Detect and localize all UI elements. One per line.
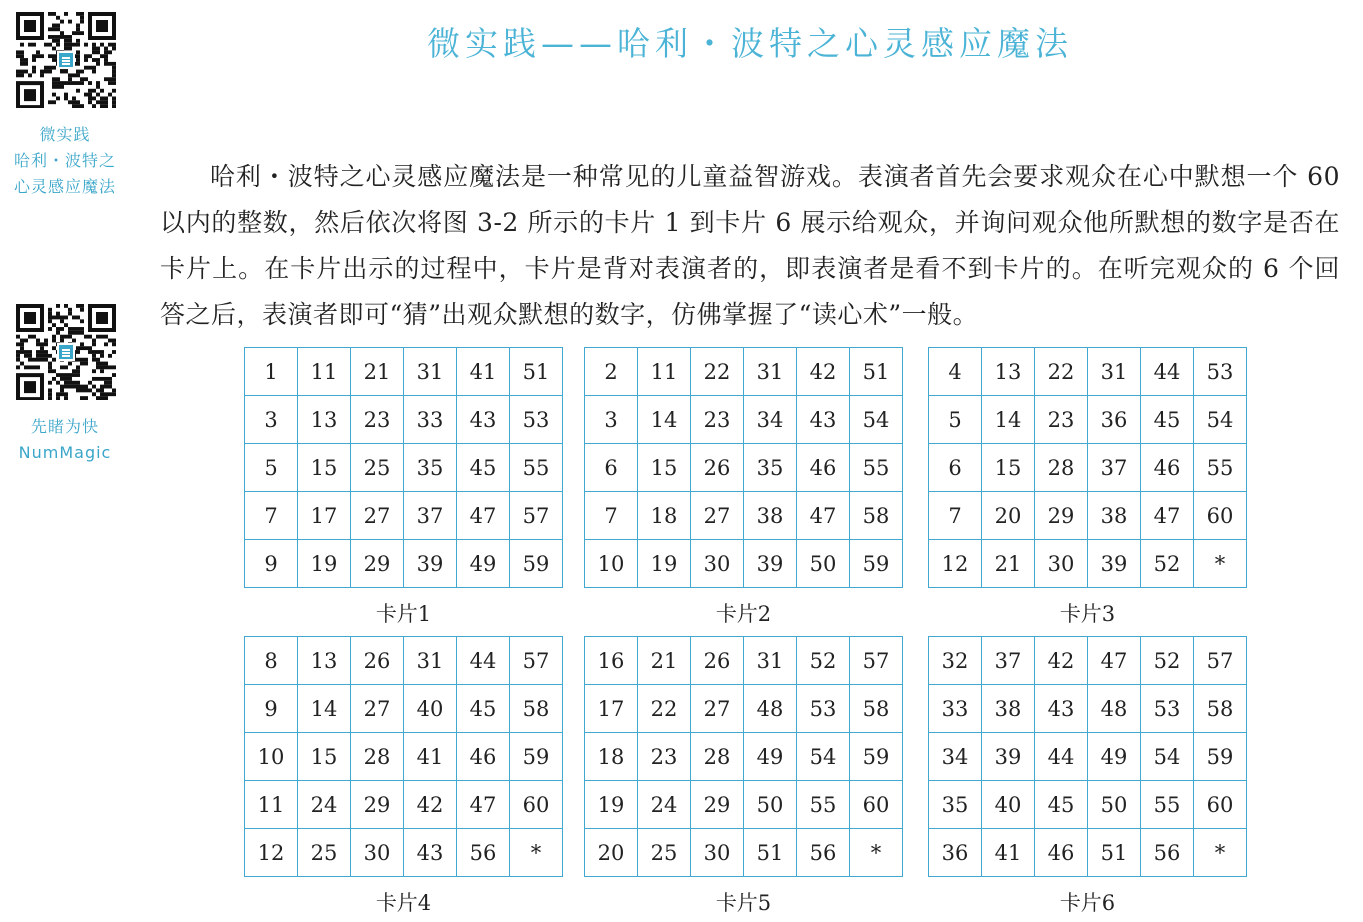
card-cell: 59 [850,733,903,781]
card-cell: 19 [585,781,638,829]
card-cell: 28 [351,733,404,781]
card-cell: 6 [585,444,638,492]
card-row [585,492,903,540]
card-cell: 22 [691,348,744,396]
card-cell: 13 [298,396,351,444]
card-cell: 17 [298,492,351,540]
card-cell: 39 [404,540,457,588]
card-cell: 30 [1035,540,1088,588]
card-cell: 27 [351,492,404,540]
card-cell: 39 [744,540,797,588]
qr-caption-line: 先睹为快 [30,417,99,436]
card-cell: 38 [744,492,797,540]
card-cell: 11 [638,348,691,396]
intro-paragraph: 哈利・波特之心灵感应魔法是一种常见的儿童益智游戏。表演者首先会要求观众在心中默想一个 60 以内的整数，然后依次将图 3-2 所示的卡片 1 到卡片 6 展示给观众，并询问观众他所默想的数字是否在卡片上。在卡片出示的过程中，卡片是背对表演者的，即表演者是看不到卡片的。在听完观众的 6 个回答之后，表演者即可“猜”出观众默想的数字，仿佛掌握了“读心术”一般。 [160,162,1340,329]
card-cell: * [850,829,903,877]
card-cell: 60 [510,781,563,829]
card-row [929,685,1247,733]
card-cell: 19 [638,540,691,588]
card-cell: 51 [510,348,563,396]
card-cell: 28 [1035,444,1088,492]
card-row [929,733,1247,781]
card-cell: 22 [1035,348,1088,396]
card-row [585,685,903,733]
card-cell: 16 [585,637,638,685]
card-cell: 48 [1088,685,1141,733]
card-row [929,829,1247,877]
card-cell: 27 [351,685,404,733]
card-cell: 3 [585,396,638,444]
card-cell: 18 [585,733,638,781]
card-cell: 7 [245,492,298,540]
card-cell: 43 [797,396,850,444]
qr-caption-2 [0,414,130,466]
card-cell: 58 [1194,685,1247,733]
card-cell: 24 [638,781,691,829]
card-cell: 56 [1141,829,1194,877]
card-table [244,636,563,877]
card-cell: 48 [744,685,797,733]
card-cell: 29 [1035,492,1088,540]
card-cell: 26 [351,637,404,685]
card-cell: 5 [245,444,298,492]
card-cell: 37 [404,492,457,540]
card-cell: 7 [929,492,982,540]
card-row [585,540,903,588]
card-cell: 43 [457,396,510,444]
qr-code-icon[interactable] [16,12,116,108]
card-cell: 13 [982,348,1035,396]
card-cell: 46 [1035,829,1088,877]
card-cell: 56 [457,829,510,877]
card-cell: 35 [744,444,797,492]
card-cell: 38 [982,685,1035,733]
card-cell: 28 [691,733,744,781]
card-row [585,348,903,396]
card-cell: 9 [245,540,298,588]
card-row [245,444,563,492]
card-cell: 57 [850,637,903,685]
card-row [245,348,563,396]
card-cell: 20 [982,492,1035,540]
card-cell: 44 [1035,733,1088,781]
card-cell: 14 [638,396,691,444]
card-cell: 31 [744,348,797,396]
card-cell: 47 [1088,637,1141,685]
card-cell: 31 [744,637,797,685]
card-cell: 47 [797,492,850,540]
card-row [929,348,1247,396]
card-cell: 43 [404,829,457,877]
card-cell: 51 [1088,829,1141,877]
card-cell: 23 [638,733,691,781]
card-cell: 55 [1194,444,1247,492]
card-cell: 32 [929,637,982,685]
card-cell: 11 [298,348,351,396]
card-cell: 41 [982,829,1035,877]
card-cell: 35 [404,444,457,492]
card-cell: 58 [850,685,903,733]
card-cell: 54 [850,396,903,444]
card-row [585,829,903,877]
qr-caption-1 [0,122,130,200]
card-cell: 58 [510,685,563,733]
card-cell: 58 [850,492,903,540]
card-row [585,396,903,444]
card-cell: 44 [457,637,510,685]
qr-caption-line: 微实践 [39,125,91,144]
card-cell: 41 [404,733,457,781]
card-cell: 53 [797,685,850,733]
card-cell: 21 [638,637,691,685]
card-row [929,444,1247,492]
card [928,636,1247,917]
card-cell: 36 [1088,396,1141,444]
card-cell: 46 [797,444,850,492]
card-cell: 21 [351,348,404,396]
card-label: 卡片4 [375,891,432,915]
card-cell: 59 [850,540,903,588]
card-cell: 55 [1141,781,1194,829]
card-row [929,781,1247,829]
card-cell: 60 [1194,492,1247,540]
card-row [585,733,903,781]
card-cell: 55 [510,444,563,492]
card-cell: 59 [510,540,563,588]
card-label: 卡片6 [1059,891,1116,915]
card-cell: 59 [1194,733,1247,781]
card-cell: 41 [457,348,510,396]
card-row [929,396,1247,444]
card-cell: 25 [638,829,691,877]
card-cell: 54 [1194,396,1247,444]
card-cell: 45 [1035,781,1088,829]
card-table [584,347,903,588]
card-cell: 27 [691,492,744,540]
card-row [245,829,563,877]
card-cell: 23 [691,396,744,444]
card-cell: 29 [691,781,744,829]
card-cell: 29 [351,540,404,588]
card-cell: 20 [585,829,638,877]
card-cell: 42 [797,348,850,396]
card-cell: 49 [1088,733,1141,781]
card-cell: 53 [1141,685,1194,733]
card-row [245,733,563,781]
card-cell: 46 [1141,444,1194,492]
card-cell: 35 [929,781,982,829]
card-cell: 53 [1194,348,1247,396]
card-cell: 19 [298,540,351,588]
card-cell: 12 [929,540,982,588]
card-cell: 57 [510,637,563,685]
page-title: 微实践——哈利・波特之心灵感应魔法 [427,24,1073,63]
card-cell: 6 [929,444,982,492]
card-cell: 10 [585,540,638,588]
card-cell: 1 [245,348,298,396]
card-cell: 15 [298,444,351,492]
card-cell: 47 [457,492,510,540]
card-cell: 30 [351,829,404,877]
card-cell: 45 [457,444,510,492]
card-cell: 45 [1141,396,1194,444]
card-cell: 47 [457,781,510,829]
card-cell: 27 [691,685,744,733]
card-cell: 43 [1035,685,1088,733]
card-cell: 49 [457,540,510,588]
card-cell: 57 [510,492,563,540]
card-cell: 38 [1088,492,1141,540]
card-cell: 25 [351,444,404,492]
card-cell: 26 [691,444,744,492]
card-cell: 36 [929,829,982,877]
card-cell: 59 [510,733,563,781]
card-row [245,685,563,733]
card-cell: 57 [1194,637,1247,685]
card-cell: 33 [404,396,457,444]
card-label: 卡片2 [715,602,772,626]
card-cell: 49 [744,733,797,781]
card-label: 卡片5 [715,891,772,915]
card [928,347,1247,628]
card-cell: 40 [982,781,1035,829]
card-cell: 34 [744,396,797,444]
card-cell: 8 [245,637,298,685]
card-cell: 31 [404,348,457,396]
card-row [929,637,1247,685]
card-row [585,637,903,685]
card-label: 卡片3 [1059,602,1116,626]
card-cell: * [1194,829,1247,877]
card-cell: 53 [510,396,563,444]
card-cell: 26 [691,637,744,685]
card-cell: 51 [744,829,797,877]
card-cell: 25 [298,829,351,877]
card-cell: 5 [929,396,982,444]
card-row [245,781,563,829]
card-label: 卡片1 [375,602,432,626]
card-cell: 50 [744,781,797,829]
card-cell: 55 [797,781,850,829]
card-cell: * [510,829,563,877]
card-cell: 55 [850,444,903,492]
card-cell: 37 [1088,444,1141,492]
card-row [929,540,1247,588]
card-cell: 13 [298,637,351,685]
card-cell: 50 [797,540,850,588]
card-cell: 52 [1141,637,1194,685]
card-cell: 50 [1088,781,1141,829]
card-cell: 39 [982,733,1035,781]
card-row [245,492,563,540]
qr-caption-line: NumMagic [18,443,112,462]
card-cell: 4 [929,348,982,396]
card-cell: 52 [1141,540,1194,588]
card-cell: 40 [404,685,457,733]
card-cell: 9 [245,685,298,733]
card [244,347,563,628]
card-cell: 22 [638,685,691,733]
card-cell: 10 [245,733,298,781]
card-row [585,444,903,492]
card-cell: 60 [850,781,903,829]
card-cell: 34 [929,733,982,781]
card-cell: 42 [1035,637,1088,685]
card-cell: 15 [982,444,1035,492]
card-row [245,396,563,444]
card-table [928,347,1247,588]
card-cell: 31 [1088,348,1141,396]
card-cell: 54 [1141,733,1194,781]
qr-code-icon[interactable] [16,304,116,400]
card-row [245,540,563,588]
card-cell: 37 [982,637,1035,685]
card-cell: 51 [850,348,903,396]
card-cell: 29 [351,781,404,829]
card-cell: 23 [1035,396,1088,444]
card [584,636,903,917]
card-cell: 52 [797,637,850,685]
card [584,347,903,628]
card-table [584,636,903,877]
card-cell: 56 [797,829,850,877]
card-cell: 21 [982,540,1035,588]
card-row [245,637,563,685]
qr-caption-line: 哈利・波特之 [13,151,116,170]
card-cell: 7 [585,492,638,540]
card-cell: 15 [298,733,351,781]
card-cell: 12 [245,829,298,877]
card-cell: 23 [351,396,404,444]
card-cell: 33 [929,685,982,733]
card-cell: 2 [585,348,638,396]
card-cell: 44 [1141,348,1194,396]
card-cell: 45 [457,685,510,733]
card-cell: 60 [1194,781,1247,829]
card-cell: 31 [404,637,457,685]
card-cell: 39 [1088,540,1141,588]
card-cell: 14 [982,396,1035,444]
card [244,636,563,917]
card-cell: 18 [638,492,691,540]
card-cell: 3 [245,396,298,444]
card-cell: 30 [691,540,744,588]
card-cell: 42 [404,781,457,829]
card-table [244,347,563,588]
qr-caption-line: 心灵感应魔法 [13,177,116,196]
card-cell: 11 [245,781,298,829]
card-cell: 30 [691,829,744,877]
card-cell: 47 [1141,492,1194,540]
card-row [929,492,1247,540]
card-cell: 17 [585,685,638,733]
card-table [928,636,1247,877]
card-cell: 46 [457,733,510,781]
card-cell: 24 [298,781,351,829]
card-cell: * [1194,540,1247,588]
card-cell: 15 [638,444,691,492]
card-cell: 54 [797,733,850,781]
card-row [585,781,903,829]
card-cell: 14 [298,685,351,733]
